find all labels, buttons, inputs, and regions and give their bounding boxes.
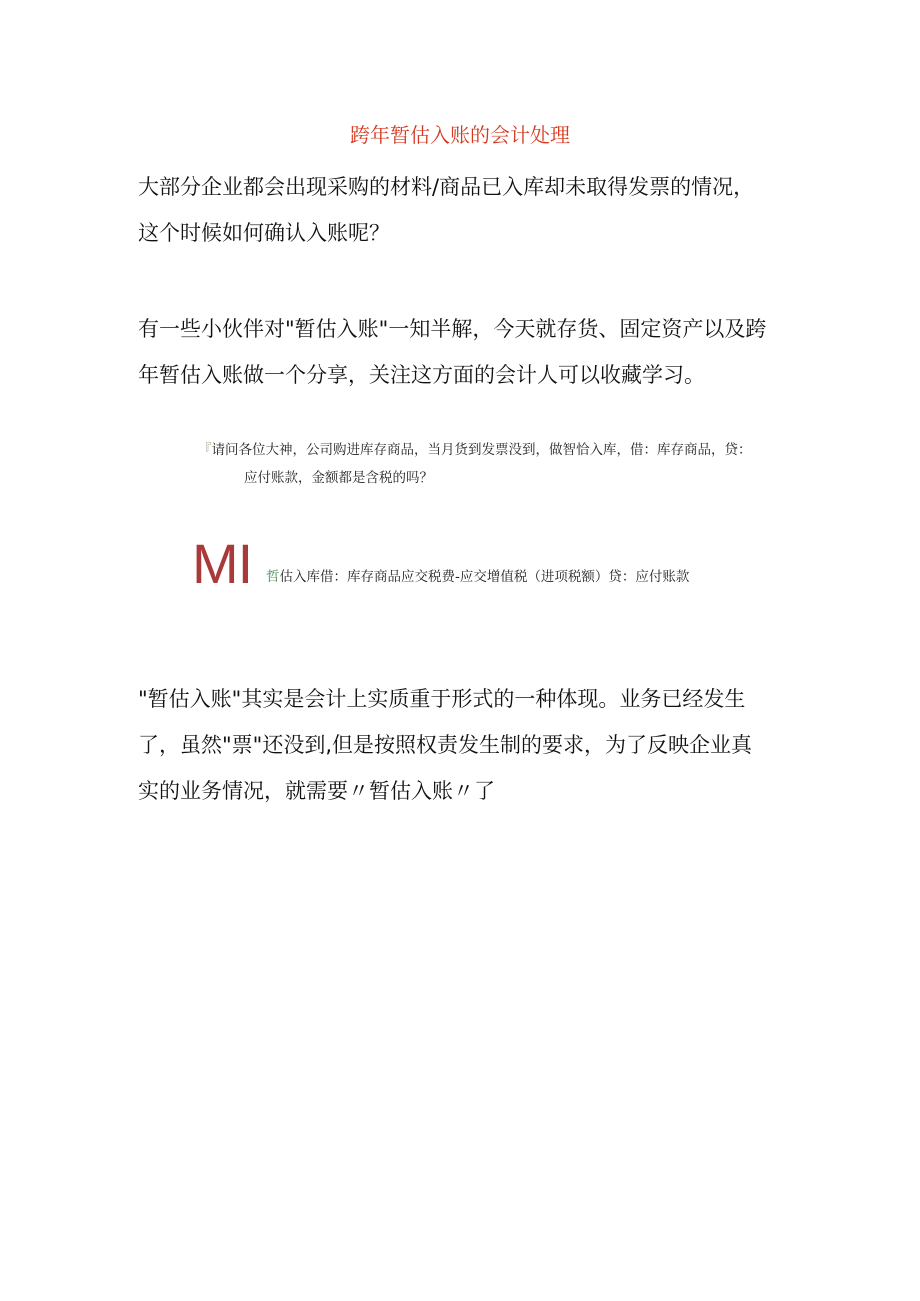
question-quote	[198, 436, 808, 492]
question-line-1	[198, 436, 808, 464]
explanation-line-2: 了，虽然"票"还没到,但是按照权责发生制的要求，为了反映企业真	[138, 733, 752, 757]
intro-paragraph	[138, 164, 798, 256]
explanation-line-1: "暂估入账"其实是会计上实质重于形式的一种体现。业务已经发生	[138, 687, 746, 711]
document-title: 跨年暂估入账的会计处理	[350, 123, 570, 147]
share-paragraph	[138, 306, 798, 398]
answer-block	[192, 534, 812, 594]
quote-mark: 『	[198, 442, 212, 458]
share-line-1: 有一些小伙伴对"暂估入账"一知半解，今天就存货、固定资产以及跨	[138, 317, 767, 341]
question-line-2: 应付账款，金额都是含税的吗？	[244, 470, 433, 486]
answer-body: 估入库借：库存商品应交税费-应交增值税（进项税额）贷：应付账款	[279, 569, 690, 585]
intro-line-2: 这个时候如何确认入账呢？	[138, 221, 390, 245]
share-line-2: 年暂估入账做一个分享，关注这方面的会计人可以收藏学习。	[138, 363, 705, 387]
explanation-paragraph	[138, 676, 798, 814]
answer-logo: MI	[192, 532, 253, 595]
explanation-line-3: 实的业务情况，就需要〃暂估入账〃了	[138, 779, 495, 803]
answer-first-char: 哲	[266, 569, 280, 585]
intro-line-1: 大部分企业都会出现采购的材料/商品已入库却未取得发票的情况，	[138, 175, 755, 199]
question-text-1: 请问各位大神，公司购进库存商品，当月货到发票没到，做智恰入库，借：库存商品，贷：	[211, 442, 752, 458]
answer-text	[266, 566, 689, 588]
